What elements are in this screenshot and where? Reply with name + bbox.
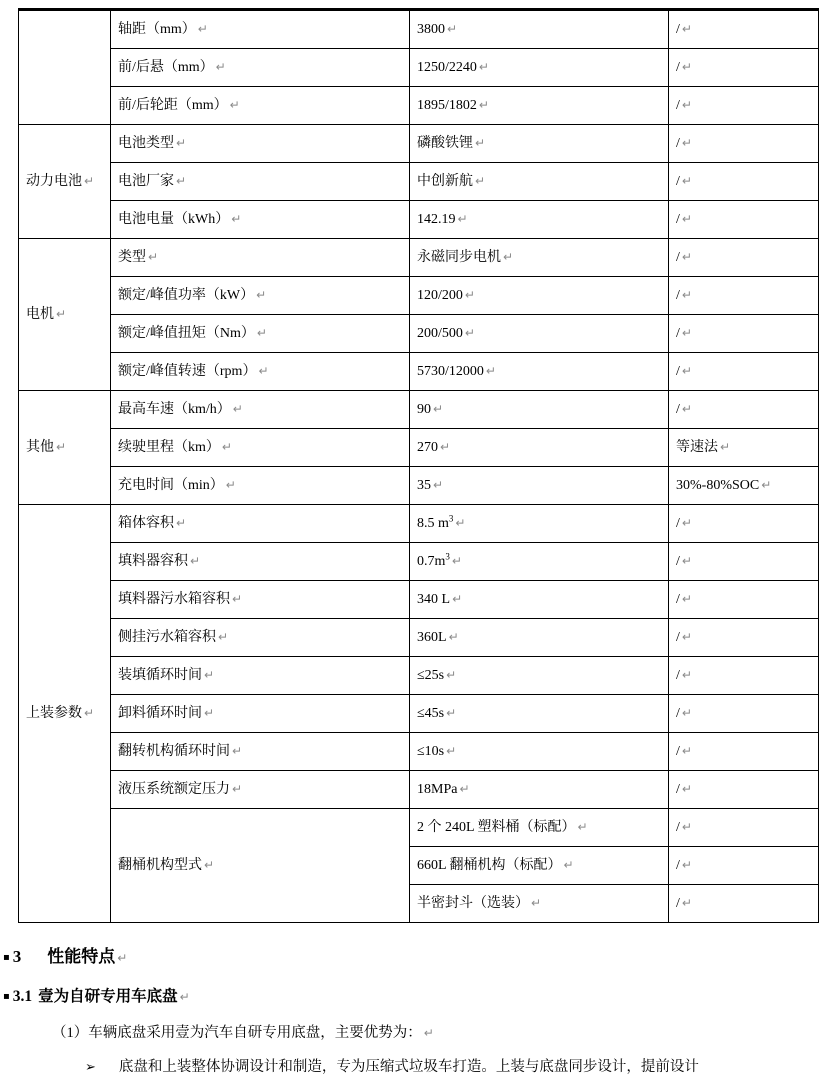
cell-text: / [676,706,680,721]
paragraph-mark: ↵ [681,22,692,36]
arrow-bullet-icon: ➢ [85,1060,96,1075]
paragraph-mark: ↵ [423,1026,434,1040]
remark-cell [669,809,819,847]
table-row [19,543,819,581]
paragraph-mark: ↵ [681,212,692,226]
group-cell [19,10,111,125]
paragraph-mark: ↵ [190,554,201,568]
table-row [19,771,819,809]
param-cell [111,49,410,87]
cell-text: ≤45s [417,706,445,721]
value-cell [410,657,669,695]
table-row [19,315,819,353]
paragraph-mark: ↵ [176,174,187,188]
paragraph-mark: ↵ [446,706,457,720]
cell-text: ≤10s [417,744,445,759]
group-cell [19,125,111,239]
value-cell [410,10,669,49]
paragraph-mark: ↵ [451,554,462,568]
cell-text: 1895/1802 [417,98,477,113]
superscript: 3 [445,551,450,562]
value-cell [410,87,669,125]
value-cell [410,581,669,619]
remark-cell [669,315,819,353]
section-heading-3-1 [3,985,190,1009]
group-cell [19,391,111,505]
cell-text: / [676,820,680,835]
param-cell [111,315,410,353]
cell-text: / [676,630,680,645]
paragraph-mark: ↵ [681,858,692,872]
param-cell [111,239,410,277]
paragraph-mark: ↵ [225,478,236,492]
paragraph-mark: ↵ [681,98,692,112]
cell-text: 额定/峰值扭矩（Nm） [118,326,255,341]
cell-text: 半密封斗（选装） [417,896,529,911]
paragraph-mark: ↵ [179,990,190,1004]
param-cell [111,809,410,923]
cell-text: 轴距（mm） [118,22,196,37]
paragraph-mark: ↵ [681,896,692,910]
cell-text: / [676,782,680,797]
paragraph-mark: ↵ [440,440,451,454]
paragraph-mark: ↵ [478,98,489,112]
cell-text: 续驶里程（km） [118,440,220,455]
cell-text: 上装参数 [26,706,82,721]
cell-text: / [676,174,680,189]
param-cell [111,10,410,49]
cell-text: 360L [417,630,447,645]
remark-cell [669,201,819,239]
paragraph-mark: ↵ [204,668,215,682]
remark-cell [669,505,819,543]
value-cell [410,163,669,201]
paragraph-mark: ↵ [56,440,67,454]
remark-cell [669,695,819,733]
paragraph-mark: ↵ [232,592,243,606]
cell-text: / [676,592,680,607]
cell-text: / [676,516,680,531]
paragraph-mark: ↵ [720,440,731,454]
param-cell [111,353,410,391]
cell-text: 30%-80%SOC [676,478,760,493]
paragraph-mark: ↵ [681,668,692,682]
paragraph-mark: ↵ [681,744,692,758]
remark-cell [669,581,819,619]
remark-cell [669,619,819,657]
value-cell [410,277,669,315]
paragraph-mark: ↵ [446,668,457,682]
paragraph-mark: ↵ [256,288,267,302]
remark-cell [669,771,819,809]
paragraph-mark: ↵ [148,250,159,264]
cell-text: / [676,364,680,379]
cell-text: 270 [417,440,438,455]
paragraph-mark: ↵ [681,820,692,834]
remark-cell [669,657,819,695]
superscript: 3 [448,513,454,524]
param-cell [111,619,410,657]
param-cell [111,429,410,467]
cell-text: 箱体容积 [118,516,174,531]
cell-text: 142.19 [417,212,456,227]
paragraph-mark: ↵ [218,630,229,644]
paragraph-mark: ↵ [232,782,243,796]
table-row [19,467,819,505]
heading-title: 壹为自研专用车底盘 [38,988,178,1005]
paragraph-mark: ↵ [448,630,459,644]
param-cell [111,277,410,315]
remark-cell [669,239,819,277]
paragraph-mark: ↵ [681,782,692,796]
cell-text: 340 L [417,592,451,607]
value-cell [410,315,669,353]
value-cell [410,125,669,163]
table-row [19,277,819,315]
paragraph-mark: ↵ [475,174,486,188]
remark-cell [669,391,819,429]
param-cell [111,125,410,163]
param-cell [111,733,410,771]
paragraph-mark: ↵ [681,174,692,188]
table-row [19,505,819,543]
param-cell [111,657,410,695]
paragraph-1 [52,1022,434,1044]
paragraph-mark: ↵ [681,554,692,568]
paragraph-mark: ↵ [258,364,269,378]
paragraph-mark: ↵ [197,22,208,36]
paragraph-mark: ↵ [464,326,475,340]
cell-text: 5730/12000 [417,364,484,379]
paragraph-mark: ↵ [681,326,692,340]
cell-text: 电池电量（kWh） [118,212,230,227]
cell-text: / [676,402,680,417]
param-cell [111,771,410,809]
paragraph-mark: ↵ [681,402,692,416]
paragraph-mark: ↵ [475,136,486,150]
cell-text: 填料器污水箱容积 [118,592,230,607]
paragraph-mark: ↵ [761,478,772,492]
value-cell [410,467,669,505]
paragraph-mark: ↵ [681,706,692,720]
table-row [19,201,819,239]
value-cell [410,543,669,581]
paragraph-mark: ↵ [176,136,187,150]
cell-text: 液压系统额定压力 [118,782,230,797]
paragraph-mark: ↵ [204,706,215,720]
table-row [19,353,819,391]
value-cell [410,49,669,87]
cell-text: 8.5 m [417,516,449,531]
bullet-item-1 [85,1056,699,1079]
paragraph-mark: ↵ [84,174,95,188]
paragraph-mark: ↵ [452,592,463,606]
cell-text: 前/后悬（mm） [118,60,214,75]
paragraph-mark: ↵ [221,440,232,454]
cell-text: / [676,22,680,37]
cell-text: / [676,896,680,911]
table-row [19,87,819,125]
param-cell [111,581,410,619]
cell-text: 0.7m [417,554,446,569]
cell-text: / [676,60,680,75]
remark-cell [669,847,819,885]
paragraph-mark: ↵ [232,402,243,416]
bullet-text: 底盘和上装整体协调设计和制造，专为压缩式垃圾车打造。上装与底盘同步设计，提前设计 [118,1059,699,1075]
table-row [19,581,819,619]
cell-text: 填料器容积 [118,554,188,569]
paragraph-mark: ↵ [681,288,692,302]
paragraph-mark: ↵ [455,516,466,530]
paragraph-mark: ↵ [485,364,496,378]
paragraph-mark: ↵ [459,782,470,796]
paragraph-mark: ↵ [503,250,514,264]
remark-cell [669,125,819,163]
cell-text: 类型 [118,250,146,265]
paragraph-mark: ↵ [433,402,444,416]
param-cell [111,543,410,581]
cell-text: 动力电池 [26,174,82,189]
cell-text: 充电时间（min） [118,478,224,493]
cell-text: 2 个 240L 塑料桶（标配） [417,820,576,835]
cell-text: 200/500 [417,326,463,341]
cell-text: / [676,136,680,151]
value-cell [410,429,669,467]
remark-cell [669,49,819,87]
paragraph-mark: ↵ [577,820,588,834]
cell-text: / [676,98,680,113]
paragraph-mark: ↵ [681,630,692,644]
cell-text: 电机 [26,307,54,322]
cell-text: 中创新航 [417,174,473,189]
value-cell [410,391,669,429]
cell-text: / [676,288,680,303]
cell-text: 其他 [26,440,54,455]
cell-text: 装填循环时间 [118,668,202,683]
paragraph-mark: ↵ [117,951,128,965]
paragraph-mark: ↵ [176,516,187,530]
cell-text: 660L 翻桶机构（标配） [417,858,562,873]
param-cell [111,201,410,239]
cell-text: 3800 [417,22,445,37]
cell-text: 120/200 [417,288,463,303]
param-cell [111,87,410,125]
cell-text: 永磁同步电机 [417,250,501,265]
cell-text: 1250/2240 [417,60,477,75]
cell-text: 35 [417,478,431,493]
remark-cell [669,87,819,125]
group-cell [19,239,111,391]
paragraph-mark: ↵ [446,744,457,758]
cell-text: 前/后轮距（mm） [118,98,228,113]
paragraph-mark: ↵ [229,98,240,112]
paragraph-mark: ↵ [681,60,692,74]
heading-style-marker-icon: ▪ [3,952,10,963]
cell-text: 侧挂污水箱容积 [118,630,216,645]
paragraph-mark: ↵ [681,592,692,606]
spec-table [18,8,819,923]
paragraph-mark: ↵ [563,858,574,872]
value-cell [410,885,669,923]
cell-text: / [676,250,680,265]
value-cell [410,695,669,733]
paragraph-mark: ↵ [457,212,468,226]
paragraph-text: （1）车辆底盘采用壹为汽车自研专用底盘，主要优势为： [52,1025,422,1041]
table-row [19,657,819,695]
table-row [19,125,819,163]
table-row [19,163,819,201]
paragraph-mark: ↵ [215,60,226,74]
table-row [19,239,819,277]
group-cell [19,505,111,923]
paragraph-mark: ↵ [478,60,489,74]
cell-text: / [676,668,680,683]
cell-text: 额定/峰值转速（rpm） [118,364,257,379]
param-cell [111,695,410,733]
heading-number: 3.1 [12,988,33,1005]
paragraph-mark: ↵ [464,288,475,302]
remark-cell [669,733,819,771]
table-row [19,10,819,49]
remark-cell [669,353,819,391]
param-cell [111,467,410,505]
cell-text: 磷酸铁锂 [417,136,473,151]
heading-title: 性能特点 [47,947,116,966]
remark-cell [669,10,819,49]
cell-text: 电池厂家 [118,174,174,189]
remark-cell [669,467,819,505]
section-heading-3 [3,944,127,971]
value-cell [410,771,669,809]
paragraph-mark: ↵ [681,250,692,264]
paragraph-mark: ↵ [232,744,243,758]
paragraph-mark: ↵ [681,516,692,530]
heading-style-marker-icon: ▪ [3,991,10,1002]
remark-cell [669,885,819,923]
cell-text: / [676,212,680,227]
remark-cell [669,277,819,315]
value-cell [410,239,669,277]
value-cell [410,619,669,657]
remark-cell [669,429,819,467]
remark-cell [669,163,819,201]
heading-number: 3 [12,947,22,966]
paragraph-mark: ↵ [204,858,215,872]
cell-text: 最高车速（km/h） [118,402,231,417]
paragraph-mark: ↵ [681,364,692,378]
cell-text: 90 [417,402,431,417]
value-cell [410,353,669,391]
cell-text: 翻桶机构型式 [118,858,202,873]
param-cell [111,391,410,429]
paragraph-mark: ↵ [433,478,444,492]
paragraph-mark: ↵ [231,212,242,226]
cell-text: / [676,744,680,759]
cell-text: 等速法 [676,440,718,455]
paragraph-mark: ↵ [531,896,542,910]
value-cell [410,847,669,885]
cell-text: 卸料循环时间 [118,706,202,721]
cell-text: ≤25s [417,668,445,683]
value-cell [410,201,669,239]
cell-text: 18MPa [417,782,458,797]
paragraph-mark: ↵ [56,307,67,321]
paragraph-mark: ↵ [256,326,267,340]
cell-text: 翻转机构循环时间 [118,744,230,759]
paragraph-mark: ↵ [447,22,458,36]
cell-text: 电池类型 [118,136,174,151]
param-cell [111,163,410,201]
table-row [19,695,819,733]
cell-text: / [676,326,680,341]
remark-cell [669,543,819,581]
table-row [19,809,819,847]
cell-text: / [676,554,680,569]
paragraph-mark: ↵ [681,136,692,150]
table-row [19,619,819,657]
cell-text: / [676,858,680,873]
table-row [19,429,819,467]
table-row [19,49,819,87]
table-row [19,733,819,771]
value-cell [410,505,669,543]
param-cell [111,505,410,543]
value-cell [410,809,669,847]
table-row [19,391,819,429]
paragraph-mark: ↵ [84,706,95,720]
value-cell [410,733,669,771]
cell-text: 额定/峰值功率（kW） [118,288,255,303]
